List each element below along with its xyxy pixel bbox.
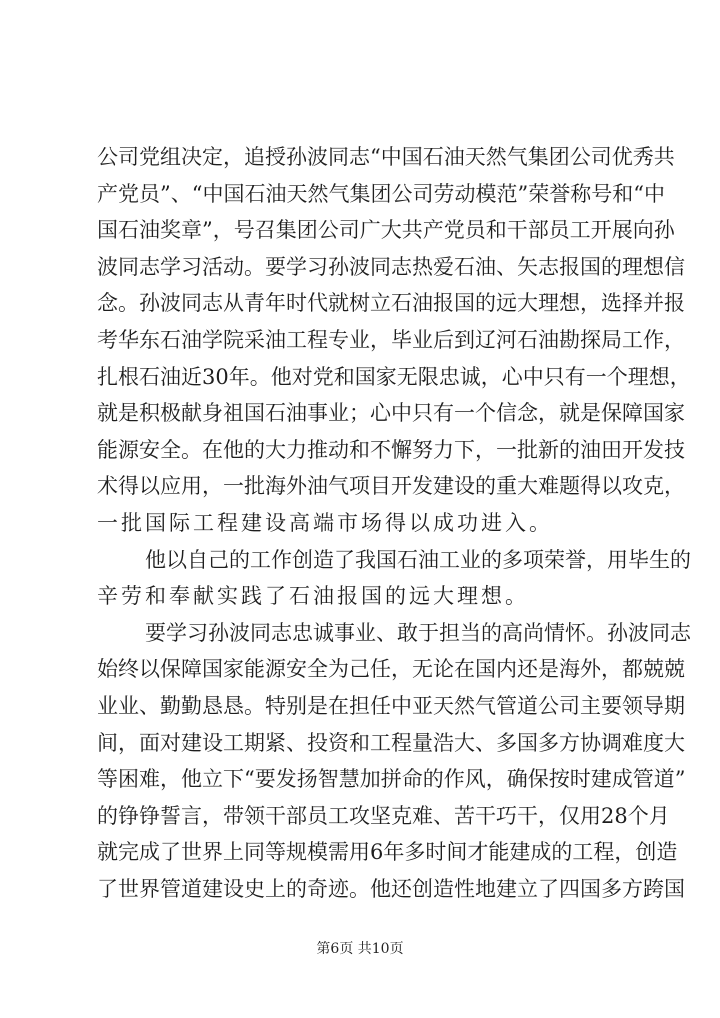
text-line: 的铮铮誓言，带领干部员工攻坚克难、苦干巧干，仅用28个月 xyxy=(97,803,670,828)
text-line: 公司党组决定，追授孙波同志“中国石油天然气集团公司优秀共 xyxy=(97,145,675,169)
text-line: 术得以应用，一批海外油气项目开发建设的重大难题得以攻克， xyxy=(97,474,685,499)
text-line: 产党员”、“中国石油天然气集团公司劳动模范”荣誉称号和“中 xyxy=(97,181,665,206)
page-footer: 第6页 共10页 xyxy=(316,941,404,957)
text-line: 间，面对建设工期紧、投资和工程量浩大、多国多方协调难度大 xyxy=(97,730,685,755)
text-line: 始终以保障国家能源安全为己任，无论在国内还是海外，都兢兢 xyxy=(97,657,685,682)
text-line: 念。孙波同志从青年时代就树立石油报国的远大理想，选择并报 xyxy=(97,291,685,316)
text-line: 波同志学习活动。要学习孙波同志热爱石油、矢志报国的理想信 xyxy=(97,254,685,279)
text-line: 业业、勤勤恳恳。特别是在担任中亚天然气管道公司主要领导期 xyxy=(97,694,685,718)
text-line: 辛劳和奉献实践了石油报国的远大理想。 xyxy=(97,584,529,609)
text-line: 扎根石油近30年。他对党和国家无限忠诚，心中只有一个理想， xyxy=(97,364,691,389)
text-line: 能源安全。在他的大力推动和不懈努力下，一批新的油田开发技 xyxy=(97,437,685,462)
text-line: 就是积极献身祖国石油事业；心中只有一个信念，就是保障国家 xyxy=(97,401,685,426)
text-line: 等困难，他立下“要发扬智慧加拼命的作风，确保按时建成管道” xyxy=(97,767,686,792)
text-line: 要学习孙波同志忠诚事业、敢于担当的高尚情怀。孙波同志 xyxy=(145,620,691,645)
text-line: 一批国际工程建设高端市场得以成功进入。 xyxy=(97,511,553,535)
text-line: 就完成了世界上同等规模需用6年多时间才能建成的工程，创造 xyxy=(97,840,678,865)
text-line: 考华东石油学院采油工程专业，毕业后到辽河石油勘探局工作， xyxy=(97,328,685,352)
text-line: 了世界管道建设史上的奇迹。他还创造性地建立了四国多方跨国 xyxy=(97,877,685,901)
text-line: 他以自己的工作创造了我国石油工业的多项荣誉，用毕生的 xyxy=(145,547,691,572)
text-line: 国石油奖章”，号召集团公司广大共产党员和干部员工开展向孙 xyxy=(97,218,675,243)
